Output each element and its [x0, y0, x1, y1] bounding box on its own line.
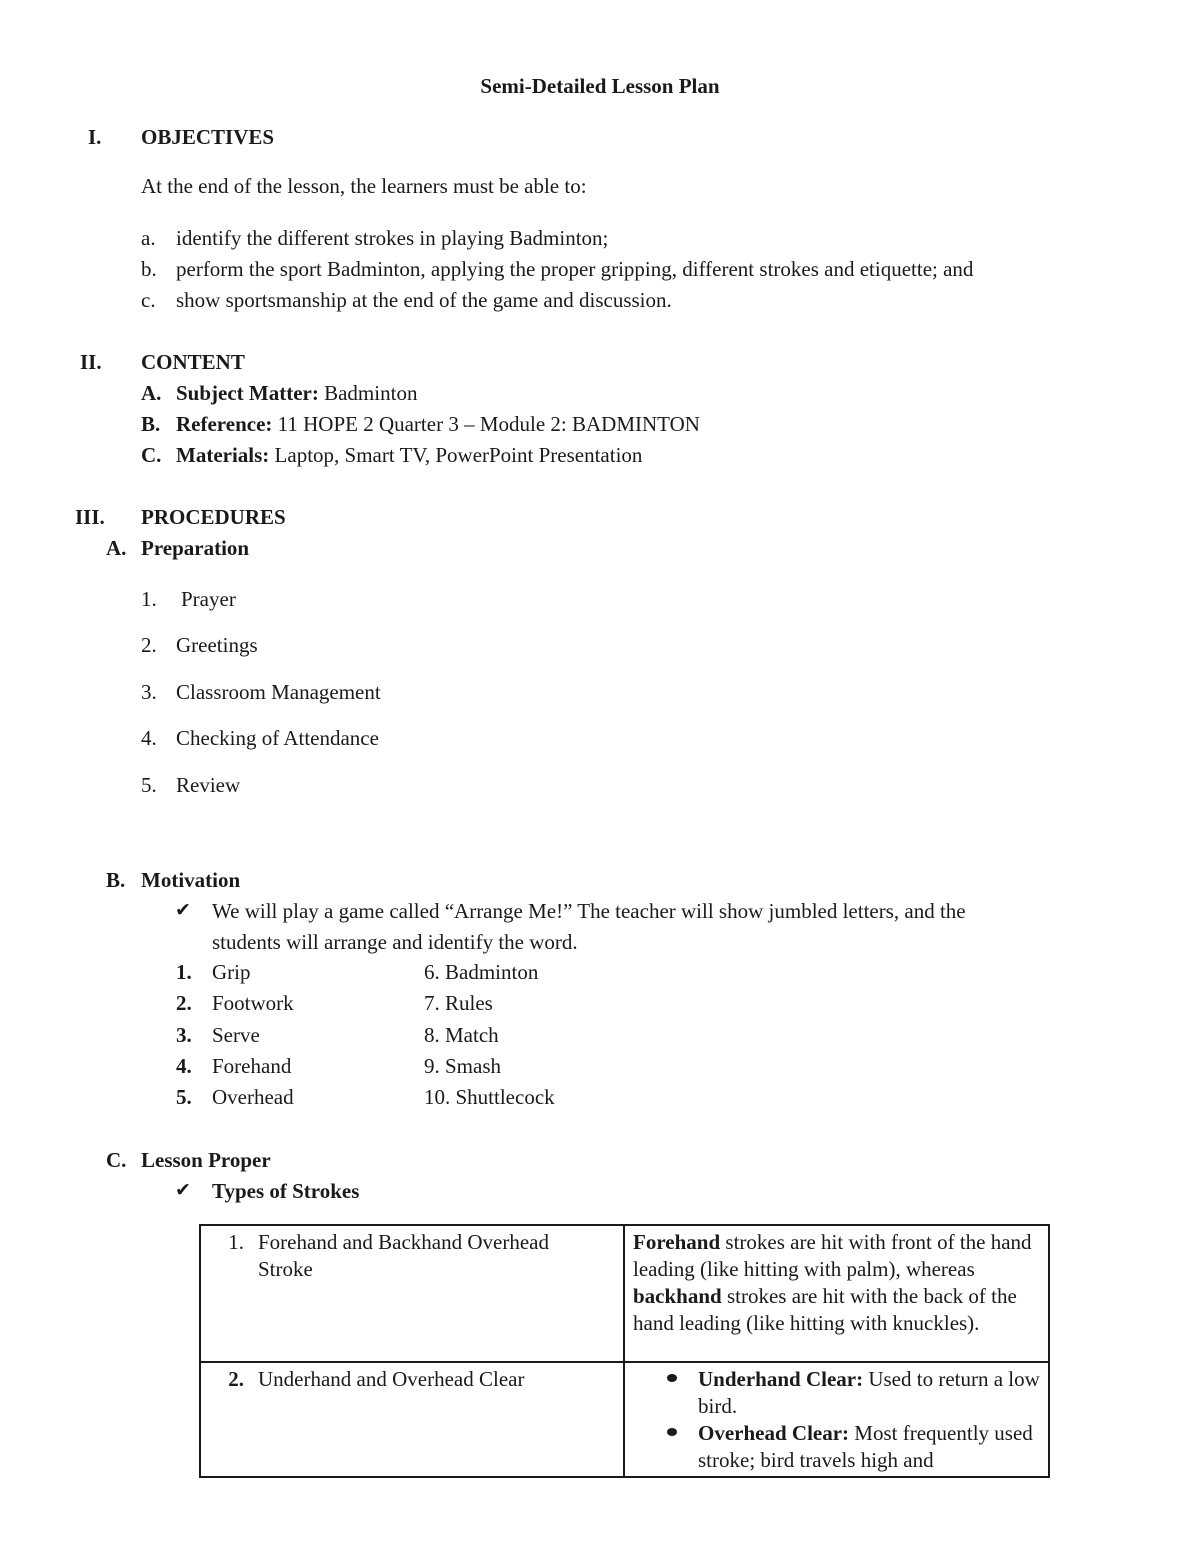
bullet-text: Most frequently used stroke; bird travels high and — [698, 1421, 1033, 1472]
preparation-marker: 2. — [141, 633, 157, 657]
word-item: 8. Match — [424, 1023, 499, 1047]
word-item: 6. Badminton — [424, 960, 539, 984]
objective-marker: a. — [141, 226, 156, 250]
content-marker: A. — [141, 381, 162, 405]
table-row — [200, 1362, 1049, 1477]
objective-marker: b. — [141, 257, 157, 281]
content-numeral: II. — [80, 350, 102, 374]
content-marker: C. — [141, 443, 162, 467]
stroke-number: 1. — [228, 1230, 244, 1254]
checkmark-icon: ✔ — [175, 1179, 191, 1201]
preparation-item: Greetings — [176, 633, 258, 657]
preparation-marker: 5. — [141, 773, 157, 797]
content-marker: B. — [141, 412, 161, 436]
table-row — [200, 1225, 1049, 1362]
checkmark-icon: ✔ — [175, 899, 191, 921]
word-marker: 3. — [176, 1023, 192, 1047]
content-heading: CONTENT — [141, 350, 245, 374]
bullet-icon — [667, 1374, 677, 1382]
stroke-description-cell — [624, 1362, 1049, 1477]
types-of-strokes-heading: Types of Strokes — [212, 1179, 360, 1203]
word-item: Serve — [212, 1023, 260, 1047]
preparation-marker: 1. — [141, 587, 157, 611]
bullet-item — [625, 1366, 1040, 1420]
content-reference: Reference: 11 HOPE 2 Quarter 3 – Module 2: BADMINTON — [176, 412, 700, 436]
forehand-term: Forehand — [633, 1230, 721, 1254]
word-item: 10. Shuttlecock — [424, 1085, 555, 1109]
word-marker: 4. — [176, 1054, 192, 1078]
content-subject-matter: Subject Matter: Badminton — [176, 381, 418, 405]
motivation-text-line2: students will arrange and identify the word. — [212, 930, 578, 954]
motivation-text-line1: We will play a game called “Arrange Me!” The teacher will show jumbled letters, and the — [212, 899, 966, 923]
objectives-numeral: I. — [88, 125, 102, 149]
backhand-term: backhand — [633, 1284, 722, 1308]
objective-item: perform the sport Badminton, applying the proper gripping, different strokes and etiquette; and — [176, 257, 974, 281]
document-title: Semi-Detailed Lesson Plan — [480, 74, 720, 98]
stroke-description-text: strokes are hit with the back of the hand leading (like hitting with knuckles). — [633, 1284, 1017, 1335]
preparation-item: Prayer — [181, 587, 236, 611]
motivation-heading: Motivation — [141, 868, 241, 892]
preparation-heading: Preparation — [141, 536, 250, 560]
stroke-name: Underhand and Overhead Clear — [258, 1367, 525, 1391]
stroke-description-text: strokes are hit with front of the hand leading (like hitting with palm), whereas — [633, 1230, 1032, 1281]
objectives-intro: At the end of the lesson, the learners must be able to: — [141, 174, 587, 198]
lesson-proper-heading: Lesson Proper — [141, 1148, 271, 1172]
word-item: Grip — [212, 960, 251, 984]
procedures-numeral: III. — [75, 505, 105, 529]
content-materials: Materials: Laptop, Smart TV, PowerPoint Presentation — [176, 443, 643, 467]
word-marker: 2. — [176, 991, 192, 1015]
stroke-number: 2. — [228, 1367, 244, 1391]
word-item: Overhead — [212, 1085, 294, 1109]
preparation-item: Classroom Management — [176, 680, 381, 704]
word-item: Forehand — [212, 1054, 292, 1078]
strokes-table — [199, 1224, 1050, 1478]
motivation-marker: B. — [106, 868, 126, 892]
preparation-marker: A. — [106, 536, 127, 560]
stroke-name: Forehand and Backhand Overhead Stroke — [258, 1230, 549, 1281]
word-item: Footwork — [212, 991, 294, 1015]
lesson-proper-marker: C. — [106, 1148, 127, 1172]
preparation-marker: 4. — [141, 726, 157, 750]
word-marker: 1. — [176, 960, 192, 984]
objective-marker: c. — [141, 288, 156, 312]
word-item: 7. Rules — [424, 991, 493, 1015]
objectives-heading: OBJECTIVES — [141, 125, 275, 149]
objective-item: show sportsmanship at the end of the game and discussion. — [176, 288, 672, 312]
bullet-icon — [667, 1428, 677, 1436]
bullet-item — [625, 1420, 1040, 1474]
preparation-item: Review — [176, 773, 241, 797]
word-item: 9. Smash — [424, 1054, 502, 1078]
objective-item: identify the different strokes in playing Badminton; — [176, 226, 609, 250]
stroke-name-cell — [200, 1225, 624, 1362]
bullet-label: Underhand Clear: — [698, 1367, 864, 1391]
stroke-description-cell — [624, 1225, 1049, 1362]
stroke-name-cell — [200, 1362, 624, 1477]
bullet-label: Overhead Clear: — [698, 1421, 850, 1445]
bullet-text: Used to return a low bird. — [698, 1367, 1040, 1418]
procedures-heading: PROCEDURES — [141, 505, 286, 529]
preparation-item: Checking of Attendance — [176, 726, 379, 750]
word-marker: 5. — [176, 1085, 192, 1109]
preparation-marker: 3. — [141, 680, 157, 704]
